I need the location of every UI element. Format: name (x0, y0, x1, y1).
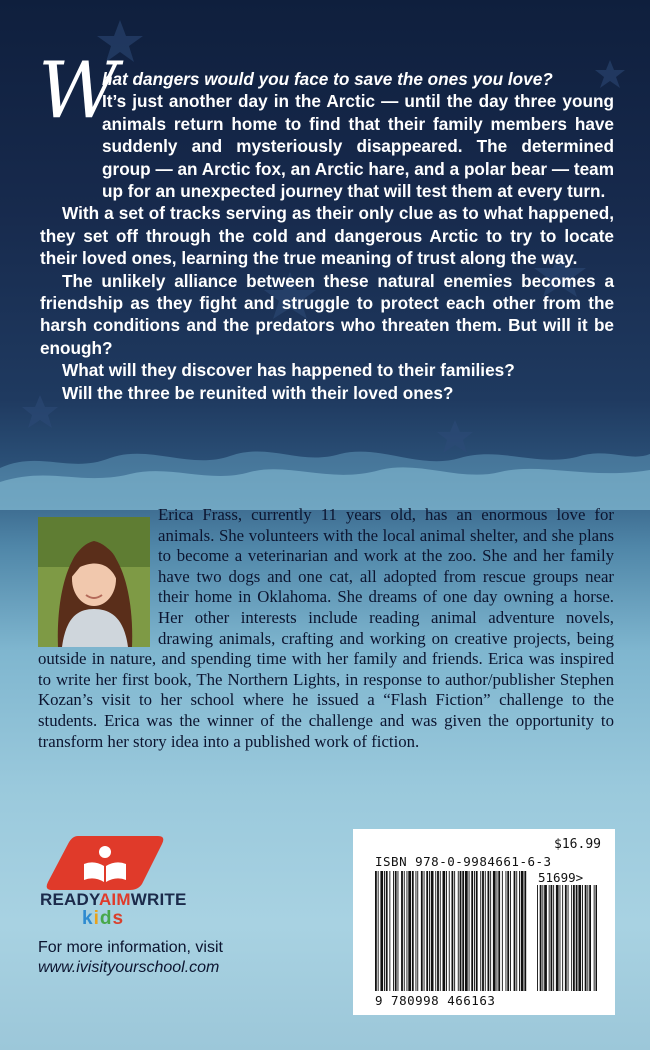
author-bio-text: Erica Frass, currently 11 years old, has an enormous love for animals. She volunteers with the local animal shelter, and she plans to become a veterinarian and work at the zoo. She and her family have two dogs and one cat, all adopted from rescue groups near their home in Oklahoma. She dreams of one day owning a horse. Her other interests include reading animal adventure novels, drawing animals, crafting and working on creative projects, being outside in nature, and spending time with her family and friends. Erica was inspired to write her first book, The Northern Lights, in response to author/publisher Stephen Kozan’s visit to her school where he issued a “Flash Fiction” challenge to the students. Erica was the winner of the challenge and was given the opportunity to transform her story idea into a published work of fiction. (38, 505, 614, 751)
barcode-bar (426, 871, 428, 991)
barcode-bar (380, 871, 383, 991)
addon-bar (585, 885, 587, 991)
more-info (38, 938, 223, 978)
author-bio (38, 505, 614, 752)
barcode-bar (443, 871, 446, 991)
barcode-bar (490, 871, 491, 991)
price-label: $16.99 (554, 837, 601, 852)
barcode-bar (497, 871, 498, 991)
blurb-question-1: What will they discover has happened to their families? (62, 360, 515, 381)
logo-kids (82, 908, 124, 930)
barcode-bar (393, 871, 394, 991)
logo-kids-i: i (93, 908, 100, 929)
addon-bar (587, 885, 588, 991)
barcode-bar (465, 871, 468, 991)
logo-wordmark (40, 890, 187, 910)
barcode-bar (407, 871, 408, 991)
blurb-text (40, 68, 614, 404)
addon-bar (578, 885, 581, 991)
barcode-bar (519, 871, 520, 991)
addon-bar (571, 885, 572, 991)
barcode-bar (488, 871, 490, 991)
isbn-label: ISBN 978-0-9984661-6-3 (375, 854, 552, 869)
barcode-bar (429, 871, 430, 991)
barcode-bar (416, 871, 417, 991)
dropcap-letter: W (38, 46, 119, 136)
addon-bar (565, 885, 567, 991)
blurb-paragraph-2: With a set of tracks serving as their only clue as to what happened, they set off through the cold and dangerous Arctic to try to locate their loved ones, learning the true meaning of trust along the way. (40, 203, 614, 269)
barcode-bar (507, 871, 509, 991)
barcode-bar (514, 871, 516, 991)
blurb-paragraph-1 (40, 90, 614, 202)
barcode-bar (404, 871, 405, 991)
barcode-number: 9 780998 466163 (375, 993, 496, 1008)
blurb-question-2: Will the three be reunited with their loved ones? (62, 382, 454, 403)
addon-bar (582, 885, 583, 991)
blurb-paragraph-1-text: It’s just another day in the Arctic — until the day three young animals return home to find that their family members have suddenly and mysteriously disappeared. The determined group — an Arctic fox, an Arctic hare, and a polar bear — team up for an unexpected journey that will test them at every turn. (102, 91, 614, 202)
barcode-bar (395, 871, 397, 991)
addon-bar (594, 885, 595, 991)
barcode-bar (449, 871, 450, 991)
barcode-bar (471, 871, 473, 991)
barcode-bar (421, 871, 423, 991)
barcode-bar (412, 871, 414, 991)
addon-bar (556, 885, 559, 991)
addon-bar (596, 885, 598, 991)
website-link[interactable]: www.ivisityourschool.com (38, 959, 220, 976)
barcode-bar (510, 871, 511, 991)
barcode-bar (476, 871, 478, 991)
barcode-bar (440, 871, 441, 991)
barcode-bar (498, 871, 500, 991)
addon-bar (544, 885, 547, 991)
barcode-bar (389, 871, 390, 991)
logo-kids-s: s (112, 908, 125, 929)
barcode-bar (460, 871, 462, 991)
addon-bar (551, 885, 553, 991)
barcode-bars (375, 871, 597, 995)
barcode-bar (452, 871, 454, 991)
barcode-bar (462, 871, 464, 991)
barcode-bar (524, 871, 526, 991)
barcode-bar (506, 871, 507, 991)
barcode-bar (454, 871, 455, 991)
barcode-bar (474, 871, 475, 991)
blurb-paragraph-3: The unlikely alliance between these natural enemies becomes a friendship as they fight and struggle to protect each other from the harsh conditions and the predators who threaten them. But will it be enough? (40, 270, 614, 358)
barcode-bar (401, 871, 403, 991)
logo-ready: READY (40, 890, 99, 909)
barcode-bar (516, 871, 517, 991)
logo-kids-d: d (99, 908, 113, 929)
barcode-bar (398, 871, 399, 991)
logo-write: WRITE (130, 890, 187, 909)
ice-edge-decoration (0, 440, 650, 510)
addon-bar (553, 885, 554, 991)
barcode-bar (437, 871, 439, 991)
barcode-bar (521, 871, 524, 991)
addon-bar (540, 885, 542, 991)
barcode-bar (375, 871, 377, 991)
barcode-bar (502, 871, 503, 991)
barcode-bar (408, 871, 411, 991)
addon-bar (560, 885, 561, 991)
addon-bar (568, 885, 569, 991)
blurb-first-line: hat dangers would you face to save the ones you love? (102, 69, 553, 89)
logo-kids-k: k (82, 908, 94, 929)
barcode-bar (431, 871, 434, 991)
barcode-bar (493, 871, 496, 991)
addon-bar (573, 885, 575, 991)
barcode-bar (485, 871, 486, 991)
addon-bar (542, 885, 543, 991)
addon-bar (576, 885, 578, 991)
more-info-line: For more information, visit (38, 939, 223, 956)
barcode-bar (378, 871, 379, 991)
addon-code: 51699> (538, 870, 584, 885)
barcode-box (353, 829, 615, 1015)
addon-bar (549, 885, 550, 991)
barcode-bar (417, 871, 418, 991)
photo-spacer (38, 505, 158, 649)
addon-bar (537, 885, 538, 991)
addon-bar (562, 885, 563, 991)
logo-aim: AIM (98, 890, 131, 909)
barcode-bar (469, 871, 470, 991)
barcode-bar (482, 871, 484, 991)
barcode-bar (386, 871, 388, 991)
barcode-bar (480, 871, 481, 991)
barcode-bar (435, 871, 436, 991)
addon-bar (589, 885, 591, 991)
barcode-bar (424, 871, 425, 991)
barcode-bar (446, 871, 447, 991)
barcode-bar (458, 871, 459, 991)
barcode-bar (384, 871, 385, 991)
